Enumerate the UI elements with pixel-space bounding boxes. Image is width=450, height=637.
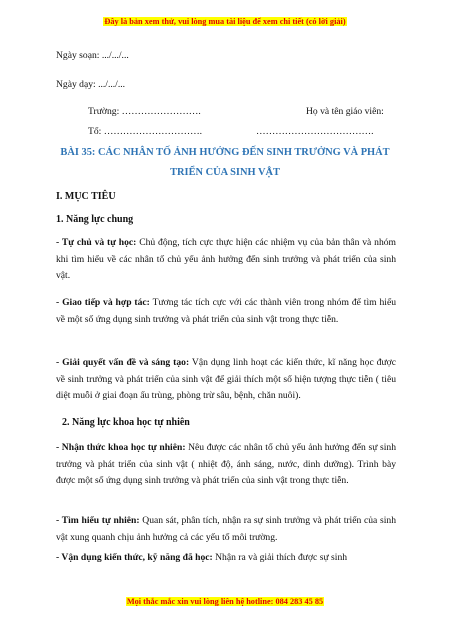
paragraph	[56, 355, 396, 405]
hotline-banner: Mọi thắc mắc xin vui lòng liên hệ hotline: 084 283 45 85	[126, 597, 324, 606]
paragraph-text: Quan sát, phân tích, nhận ra sự sinh trưởng và phát triển của sinh vật xung quanh chịu ảnh hưởng cả các yếu tố môi trường.	[56, 515, 397, 543]
paragraph	[56, 295, 396, 328]
school-field: Trường: …………………….	[88, 106, 201, 117]
preview-banner: Đây là bản xem thử, vui lòng mua tài liệu để xem chi tiết (có lời giải)	[104, 17, 346, 26]
paragraph-text: Tương tác tích cực với các thành viên trong nhóm để tìm hiểu về một số ứng dụng sinh trưởng và phát triển của sinh vật trong thực tiễn.	[56, 297, 396, 325]
lesson-title-line1: BÀI 35: CÁC NHÂN TỐ ẢNH HƯỞNG ĐẾN SINH TRƯỞNG VÀ PHÁT	[60, 147, 390, 158]
paragraph	[56, 550, 396, 567]
section-heading: I. MỤC TIÊU	[56, 191, 116, 202]
subsection-heading: 2. Năng lực khoa học tự nhiên	[62, 417, 190, 428]
paragraph	[56, 235, 396, 285]
subsection-heading: 1. Năng lực chung	[56, 214, 134, 225]
date-prepared: Ngày soạn: .../.../...	[56, 50, 129, 61]
paragraph-lead: - Vận dụng kiến thức, kỹ năng đã học:	[56, 552, 213, 563]
paragraph-text: Nhận ra và giải thích được sự sinh	[212, 552, 348, 563]
paragraph	[56, 440, 396, 490]
paragraph-lead: - Giao tiếp và hợp tác:	[56, 297, 150, 308]
paragraph-text: Nêu được các nhân tố chủ yếu ảnh hưởng đến sự sinh trưởng và phát triển của sinh vật ( nhiệt độ, ánh sáng, nước, dinh dưỡng). Trình bày được một số ứng dụng sinh trưởng và phát triển của sinh vật trong thực tiễn.	[56, 442, 396, 486]
paragraph-lead: - Nhận thức khoa học tự nhiên:	[56, 442, 186, 453]
department-field: Tổ: ………………………….	[88, 126, 203, 137]
paragraph	[56, 513, 396, 546]
paragraph-lead: - Giải quyết vấn đề và sáng tạo:	[56, 357, 190, 368]
teacher-name-field: ……………………………….	[256, 126, 374, 137]
date-taught: Ngày dạy: .../.../...	[56, 79, 126, 90]
paragraph-text: Chủ động, tích cực thực hiện các nhiệm vụ của bản thân và nhóm khi tìm hiểu về các nhân tố chủ yếu ảnh hưởng đến sinh trưởng và phát triển của sinh vật.	[56, 237, 396, 281]
teacher-label: Họ và tên giáo viên:	[306, 106, 384, 117]
paragraph-text: Vận dụng linh hoạt các kiến thức, kĩ năng học được về sinh trưởng và phát triển của sinh vật để giải thích một số hiện tượng thực tiễn ( tiêu diệt muỗi ở giai đoạn ấu trùng, phòng trừ sâu, bệnh, chăn nuôi).	[56, 357, 396, 401]
lesson-title-line2: TRIỂN CỦA SINH VẬT	[170, 167, 280, 178]
paragraph-lead: - Tìm hiểu tự nhiên:	[56, 515, 140, 526]
paragraph-lead: - Tự chủ và tự học:	[56, 237, 137, 248]
